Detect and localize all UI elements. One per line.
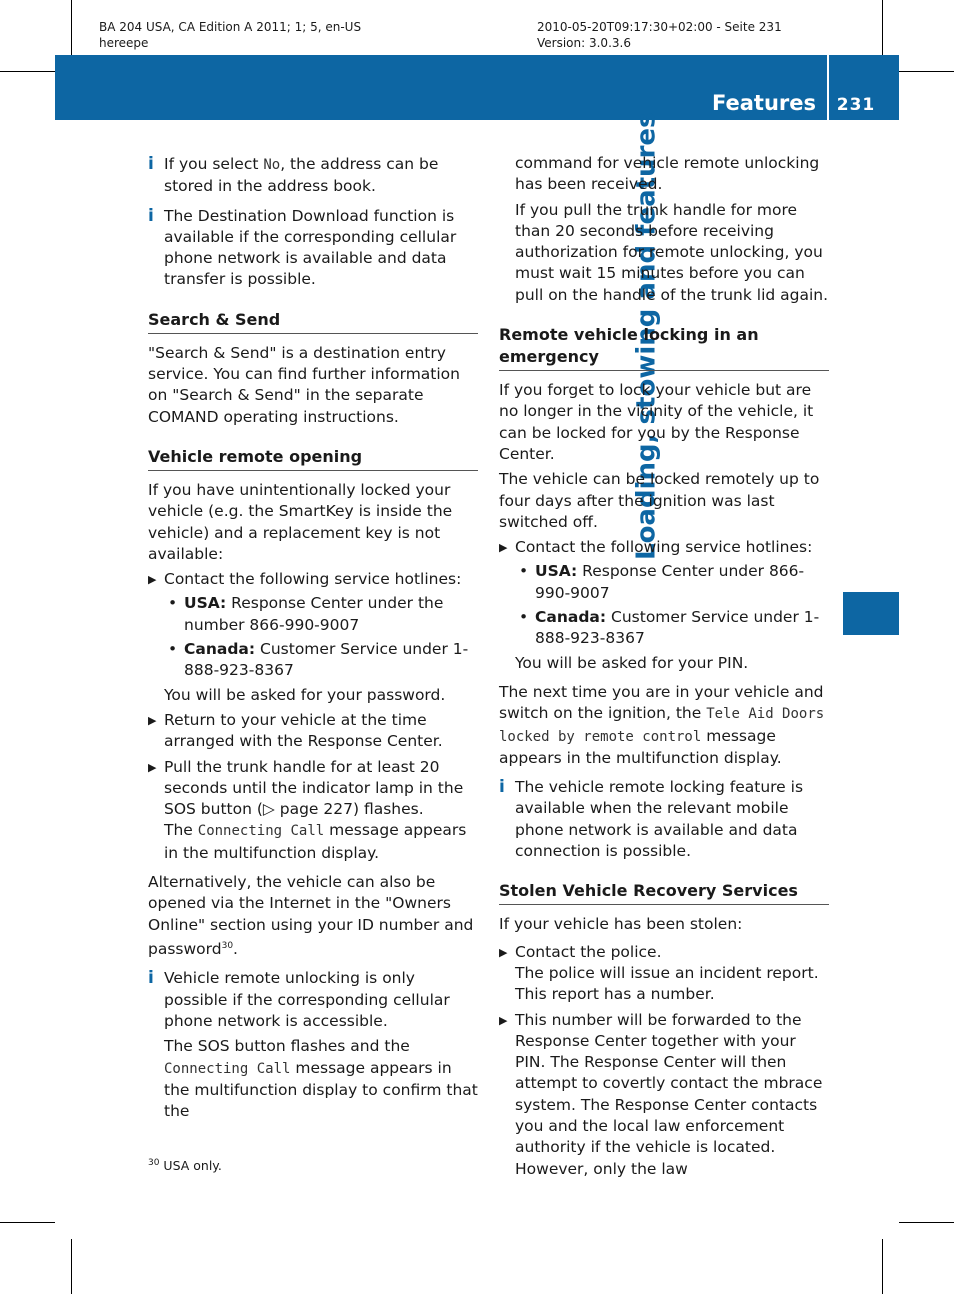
info-icon: i: [148, 205, 154, 226]
crop-mark: [899, 71, 954, 72]
footnote: [148, 1158, 222, 1173]
crop-mark: [882, 1239, 883, 1294]
instruction-step: ▶ This number will be forwarded to the Response Center together with your PIN. The Response Center will then attempt to covertly contact the mbrace system. The Response Center contacts you and the local law enforcement authority if the vehicle is located. However, only the law: [499, 1010, 823, 1178]
info-note-continued: command for vehicle remote unlocking has been received.: [515, 154, 820, 194]
meta-user: hereepe: [99, 36, 149, 50]
info-note-continued: If you pull the trunk handle for more than 20 seconds before receiving authorization for remote unlocking, you must wait 15 minutes before you can pull on the handle of the trunk lid again.: [515, 200, 829, 304]
footnote-ref: 30: [221, 940, 234, 951]
bullet-icon: •: [168, 640, 178, 659]
crop-mark: [71, 0, 72, 55]
arrow-icon: ▶: [148, 573, 157, 587]
paragraph: The next time you are in your vehicle and switch on the ignition, the Tele Aid Doors locked by remote control message appears in the multifunction display.: [499, 682, 825, 767]
paragraph: "Search & Send" is a destination entry service. You can find further information on "Search & Send" in the separate COMAND operating instructions.: [148, 343, 460, 426]
print-meta-left: [99, 19, 361, 51]
arrow-icon: ▶: [148, 713, 157, 727]
content-column-left: [148, 154, 478, 1130]
heading-remote-locking: Remote vehicle locking in an emergency: [499, 324, 829, 371]
instruction-step: ▶ Contact the police. The police will issue an incident report. This report has a number.: [499, 942, 819, 1004]
heading-remote-opening: Vehicle remote opening: [148, 446, 478, 471]
paragraph: Alternatively, the vehicle can also be opened via the Internet in the "Owners Online" section using your ID number and password$^{30}$.: [148, 873, 474, 959]
crop-mark: [0, 1222, 55, 1223]
hotline-usa: • USA: Response Center under the number 866-990-9007: [168, 594, 444, 634]
content-column-right: [499, 153, 829, 1184]
info-note: i The vehicle remote locking feature is available when the relevant mobile phone network is available and data connection is possible.: [499, 777, 804, 861]
crop-mark: [882, 0, 883, 55]
crop-mark: [899, 1222, 954, 1223]
arrow-icon: ▶: [499, 541, 508, 555]
footnote-number: 30: [148, 1158, 160, 1168]
instruction-step: ▶ Contact the following service hotlines: • USA: Response Center under 866-990-9007 • Canada: Customer Service under 1-888-923-8367 You will be asked for your PIN.: [499, 537, 829, 674]
bullet-icon: •: [519, 562, 529, 581]
side-chapter-label: Loading, stowing and features: [631, 112, 662, 560]
crop-mark: [71, 1239, 72, 1294]
bullet-icon: •: [519, 608, 529, 627]
info-note: i The Destination Download function is available if the corresponding cellular phone network is available and data transfer is possible.: [148, 205, 457, 289]
meta-version: Version: 3.0.3.6: [537, 36, 631, 50]
arrow-icon: ▶: [499, 1013, 508, 1027]
info-icon: i: [148, 154, 154, 174]
section-title: Features: [712, 91, 816, 115]
arrow-icon: ▶: [499, 945, 508, 959]
instruction-step: ▶ Contact the following service hotlines: • USA: Response Center under the number 866-990-9007 • Canada: Customer Service under 1-888-923-8367 You will be asked for your password.: [148, 569, 478, 706]
pin-note: You will be asked for your PIN.: [515, 653, 749, 672]
hotline-usa: • USA: Response Center under 866-990-9007: [519, 562, 805, 602]
paragraph: If you have unintentionally locked your vehicle (e.g. the SmartKey is inside the vehicle) and a replacement key is not available:: [148, 480, 453, 563]
paragraph: If you forget to lock your vehicle but are no longer in the vicinity of the vehicle, it can be locked for you by the Response Center.: [499, 381, 814, 463]
meta-edition: BA 204 USA, CA Edition A 2011; 1; 5, en-US: [99, 20, 362, 34]
arrow-icon: ▶: [148, 760, 157, 774]
heading-stolen-vehicle: Stolen Vehicle Recovery Services: [499, 880, 829, 905]
password-note: You will be asked for your password.: [164, 685, 446, 704]
page-number: 231: [836, 95, 876, 115]
info-note: i Vehicle remote unlocking is only possible if the corresponding cellular phone network is accessible. The SOS button flashes and the Connecting Call message appears in the multifunction display to confirm that the: [148, 968, 478, 1121]
header-divider: [827, 55, 829, 120]
footnote-text: USA only.: [159, 1158, 222, 1174]
instruction-step: ▶ Pull the trunk handle for at least 20 seconds until the indicator lamp in the SOS button (▷ page 227) flashes. The Connecting Call message appears in the multifunction display.: [148, 757, 467, 862]
info-icon: i: [148, 968, 154, 989]
hotline-canada: • Canada: Customer Service under 1-888-923-8367: [168, 640, 469, 680]
crop-mark: [0, 71, 55, 72]
print-meta-right: [537, 19, 782, 51]
info-icon: i: [499, 777, 505, 798]
meta-timestamp: 2010-05-20T09:17:30+02:00 - Seite 231: [537, 20, 782, 34]
paragraph: The vehicle can be locked remotely up to four days after the ignition was last switched off.: [499, 470, 820, 531]
instruction-step: ▶ Return to your vehicle at the time arranged with the Response Center.: [148, 710, 443, 751]
paragraph: If your vehicle has been stolen:: [499, 915, 743, 934]
bullet-icon: •: [168, 594, 178, 613]
info-note: i If you select No, the address can be stored in the address book.: [148, 154, 439, 196]
hotline-canada: • Canada: Customer Service under 1-888-923-8367: [519, 608, 820, 648]
heading-search-send: Search & Send: [148, 309, 478, 334]
